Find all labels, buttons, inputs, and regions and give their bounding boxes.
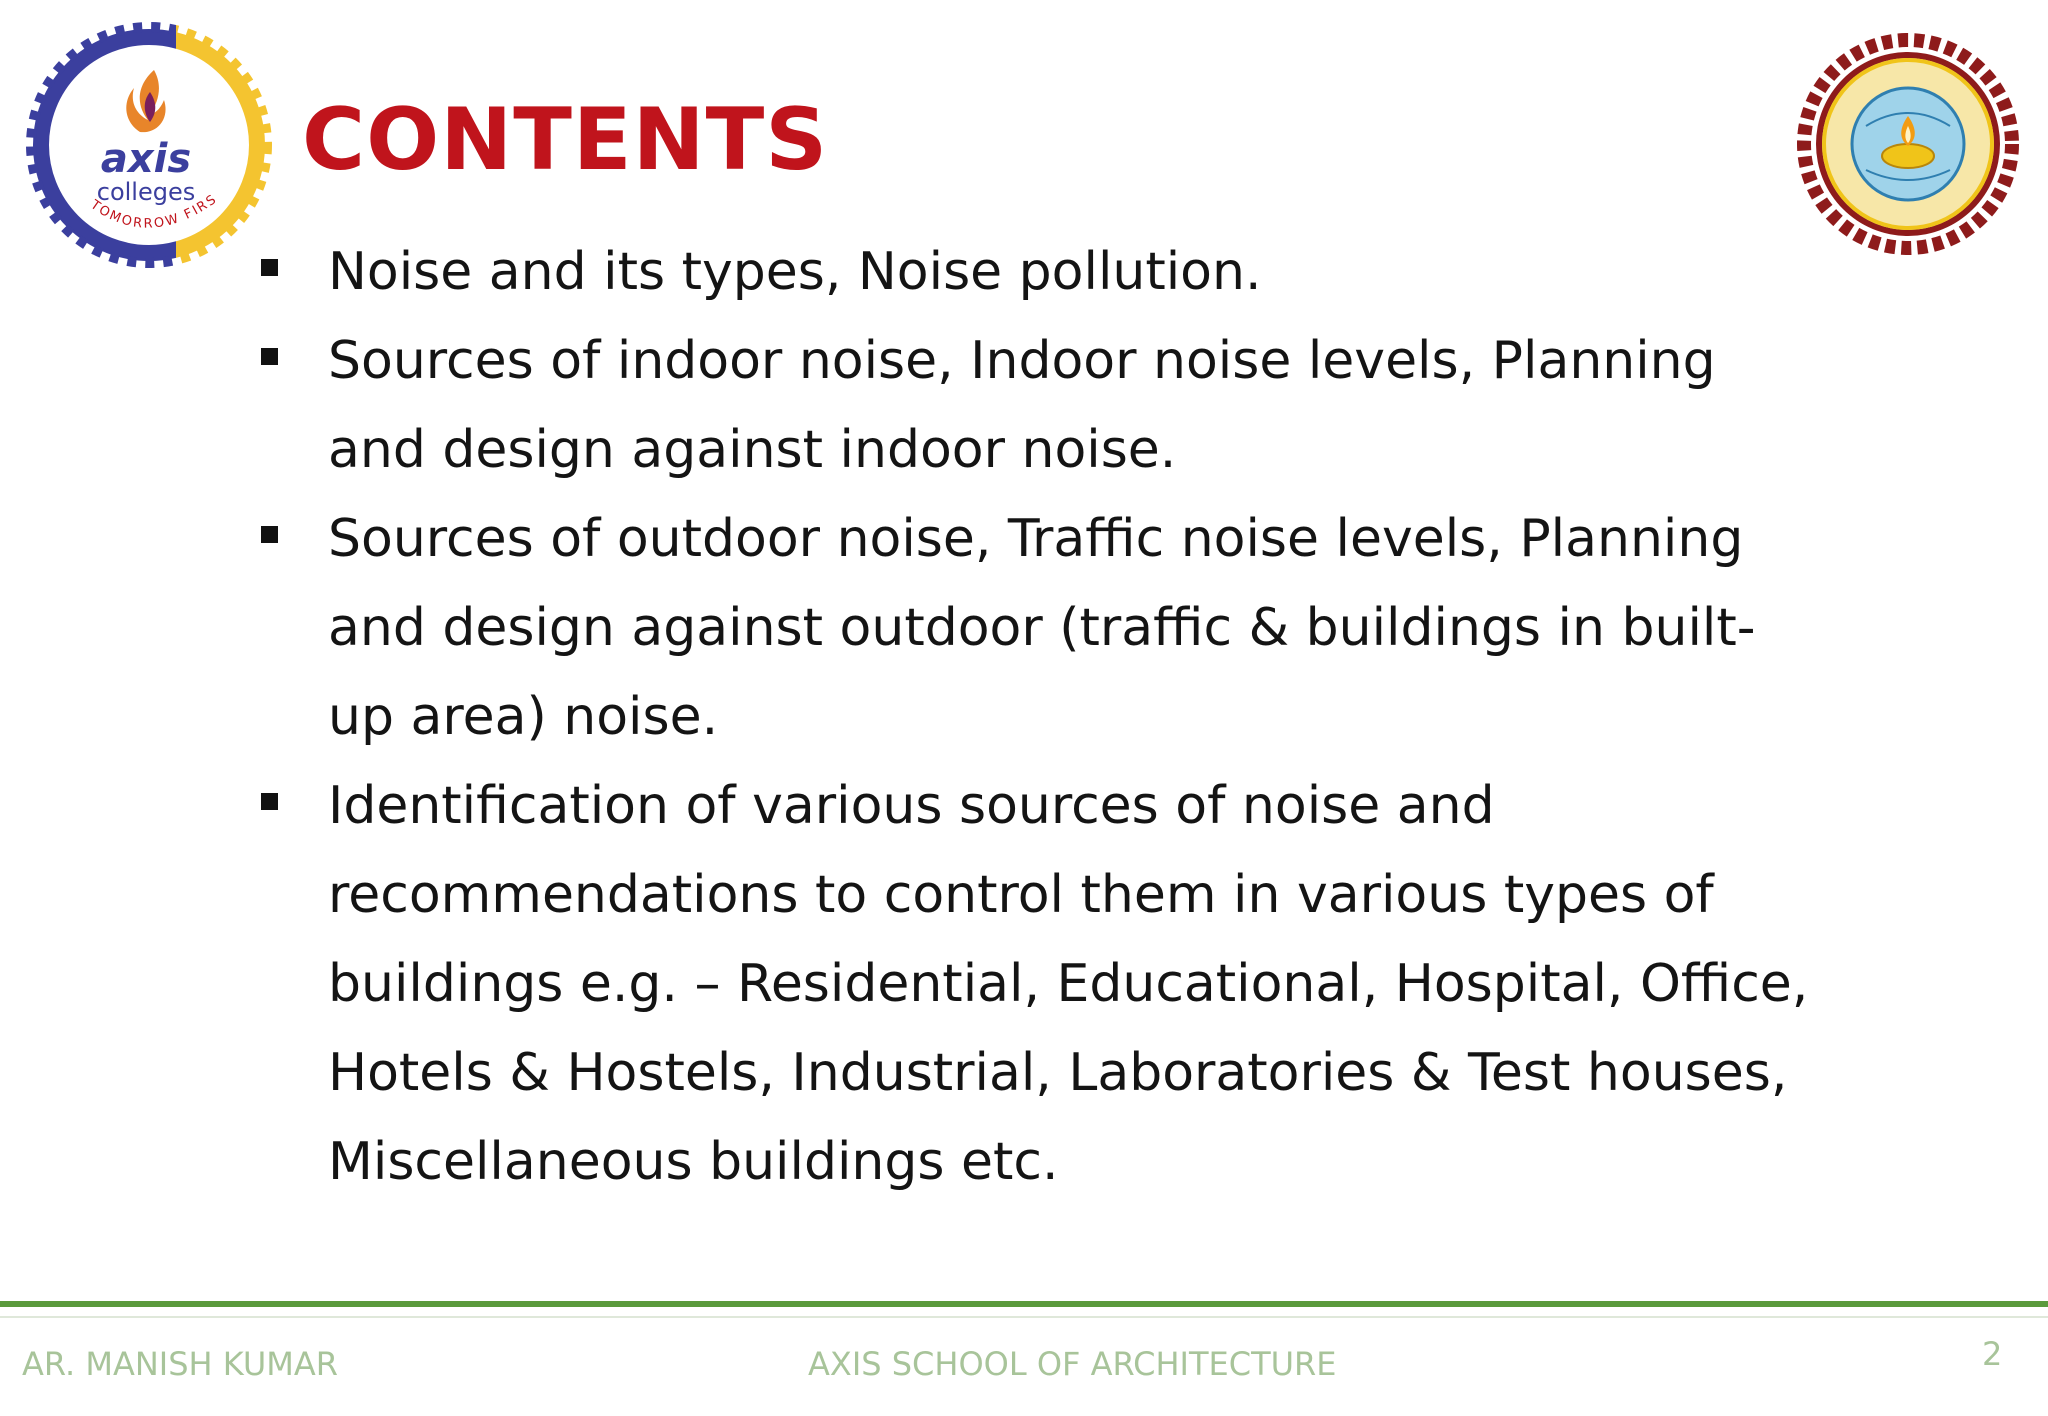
contents-item-text: Identification of various sources of noise and recommendations to control them in various types of buildings e.g. – Residential, Educational, Hospital, Office, Hotels & Hostels, Industrial, Laboratories & Test houses, Miscellaneous buildings etc. [328, 776, 1809, 1192]
axis-colleges-logo [26, 22, 272, 268]
axis-logo-wordmark: axis [100, 136, 192, 182]
slide-page-number: 2 [1982, 1335, 2003, 1373]
contents-item [258, 762, 1818, 1207]
contents-item-text: Sources of indoor noise, Indoor noise levels, Planning and design against indoor noise. [328, 331, 1716, 480]
university-seal-logo [1794, 30, 2022, 258]
square-bullet-icon [261, 793, 278, 810]
footer-divider [0, 1301, 2048, 1307]
contents-item [258, 495, 1818, 762]
contents-item [258, 228, 1818, 317]
contents-item [258, 317, 1818, 495]
university-seal-icon [1794, 30, 2022, 258]
contents-list [258, 228, 1818, 1207]
footer-institution: AXIS SCHOOL OF ARCHITECTURE [808, 1345, 1337, 1383]
contents-item-text: Noise and its types, Noise pollution. [328, 242, 1262, 302]
slide-title: CONTENTS [302, 90, 829, 190]
axis-logo-tagline: TOMORROW FIRS [87, 191, 221, 232]
footer-author: AR. MANISH KUMAR [22, 1345, 339, 1383]
footer-divider-thin [0, 1316, 2048, 1318]
square-bullet-icon [261, 348, 278, 365]
square-bullet-icon [261, 259, 278, 276]
square-bullet-icon [261, 526, 278, 543]
axis-logo-subtext: colleges [96, 178, 196, 206]
contents-item-text: Sources of outdoor noise, Traffic noise levels, Planning and design against outdoor (traffic & buildings in built-up area) noise. [328, 509, 1756, 747]
axis-logo-graphic [26, 22, 272, 268]
